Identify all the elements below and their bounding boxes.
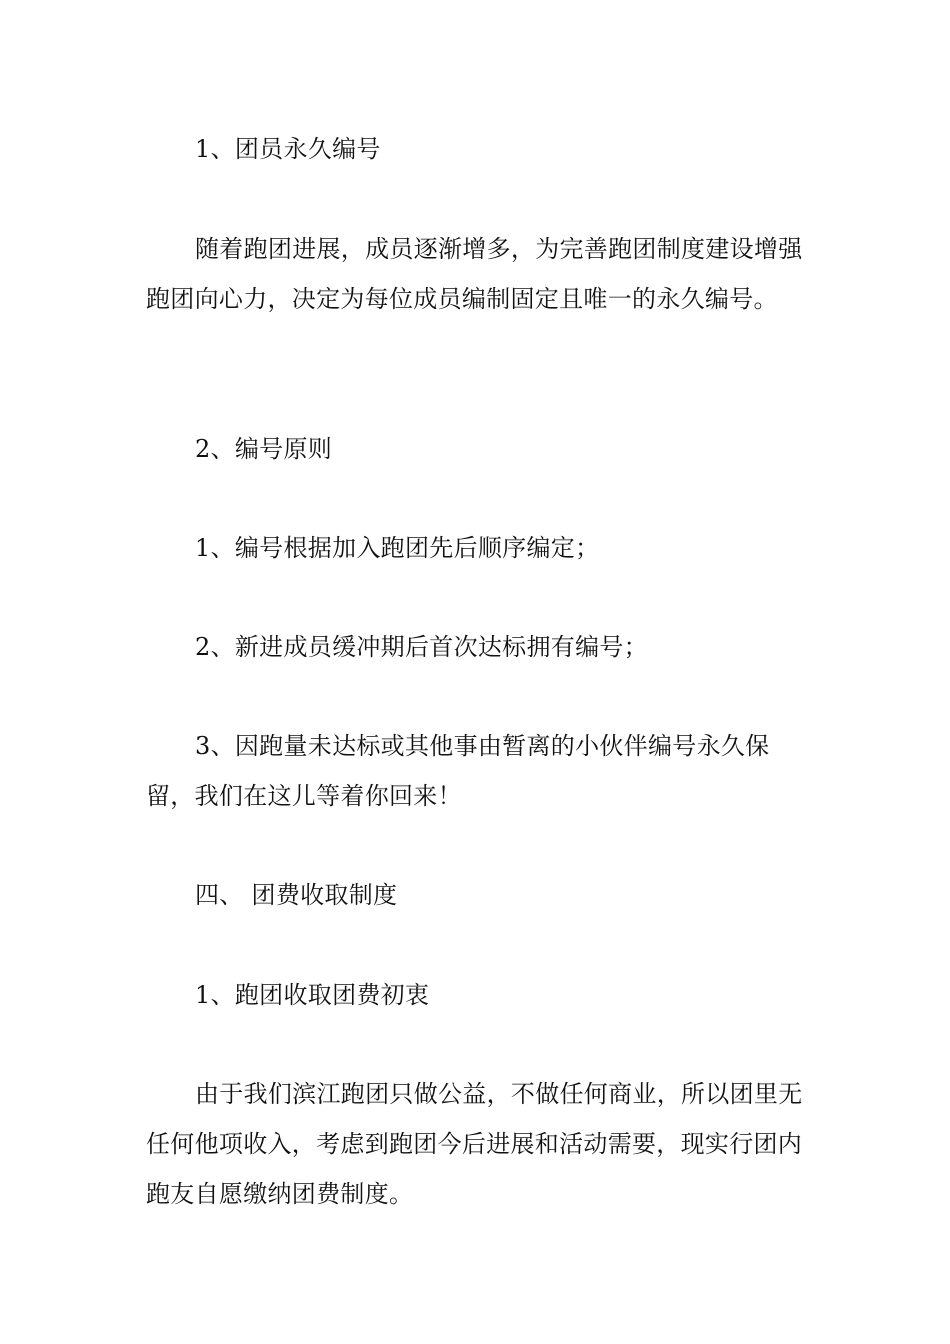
list-item-rule-3: 3、因跑量未达标或其他事由暂离的小伙伴编号永久保留，我们在这儿等着你回来！: [146, 732, 770, 810]
list-item-rule-1: 1、编号根据加入跑团先后顺序编定；: [195, 534, 600, 562]
paragraph-numbering-purpose: 随着跑团进展，成员逐渐增多，为完善跑团制度建设增强跑团向心力，决定为每位成员编制固定且唯一的永久编号。: [146, 235, 803, 313]
list-item-rule-2: 2、新进成员缓冲期后首次达标拥有编号；: [195, 633, 648, 661]
heading-permanent-member-number: 1、团员永久编号: [195, 135, 381, 163]
heading-numbering-principles: 2、编号原则: [195, 435, 333, 463]
heading-fee-purpose: 1、跑团收取团费初衷: [195, 981, 430, 1009]
paragraph-fee-explanation: 由于我们滨江跑团只做公益，不做任何商业，所以团里无任何他项收入，考虑到跑团今后进展和活动需要，现实行团内跑友自愿缴纳团费制度。: [146, 1080, 803, 1208]
heading-section-four-fees: 四、 团费收取制度: [195, 881, 398, 909]
